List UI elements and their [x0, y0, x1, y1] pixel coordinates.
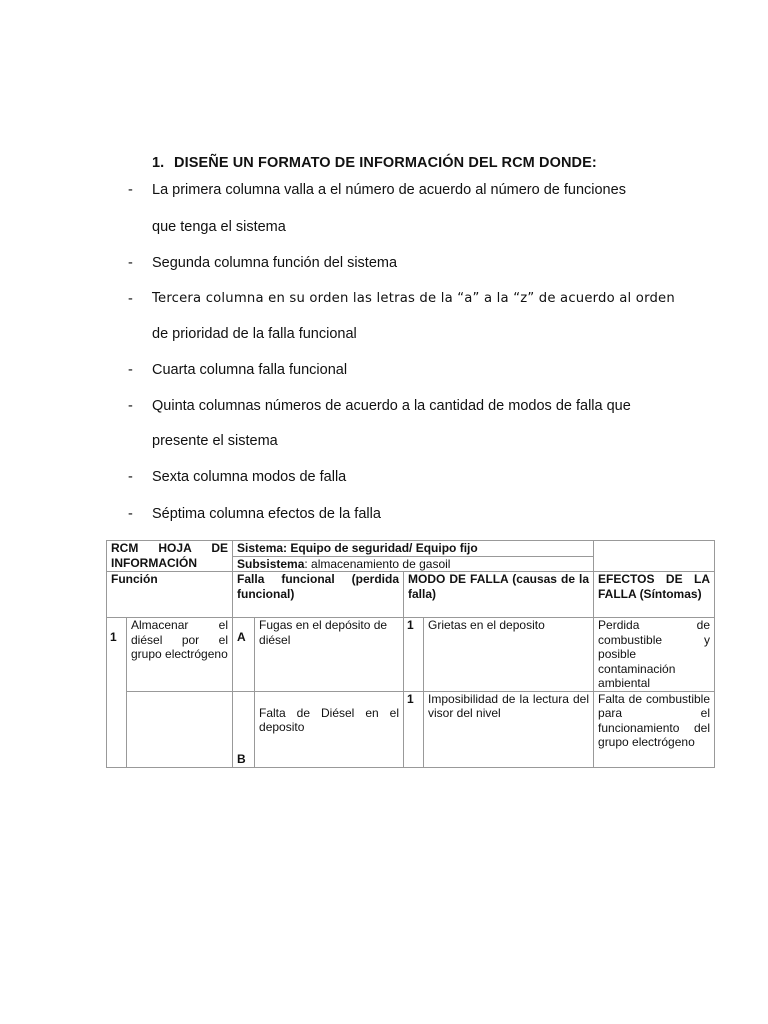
system-label: Sistema: Equipo de seguridad/ Equipo fijo [233, 541, 594, 557]
column-header-functional-failure: Falla funcional (perdida funcional) [233, 572, 404, 618]
section-heading [152, 155, 597, 171]
heading-number: 1. [152, 155, 165, 171]
list-item-text: Tercera columna en su orden las letras de la “a” a la “z” de acuerdo al orden [152, 291, 675, 306]
function-number: 1 [107, 618, 127, 768]
failure-mode: Imposibilidad de la lectura del visor del nivel [424, 691, 594, 767]
column-header-function: Función [107, 572, 233, 618]
list-item-text: Segunda columna función del sistema [152, 255, 398, 271]
function-empty-cell [127, 691, 233, 767]
failure-mode-number: 1 [404, 618, 424, 692]
rcm-information-table [106, 540, 715, 768]
failure-letter-b-cell [233, 691, 255, 767]
function-description: Almacenar el diésel por el grupo electrógeno [127, 618, 233, 692]
failure-letter-b: B [237, 752, 246, 766]
list-item-text: La primera columna valla a el número de acuerdo al número de funciones [152, 182, 626, 198]
functional-failure-b: Falta de Diésel en el deposito [255, 691, 404, 767]
header-empty-cell [594, 541, 715, 572]
list-item-text: de prioridad de la falla funcional [152, 326, 357, 342]
failure-mode: Grietas en el deposito [424, 618, 594, 692]
failure-effect: Perdida de combustible y posible contaminación ambiental [594, 618, 715, 692]
list-item-text: presente el sistema [152, 433, 278, 449]
failure-mode-number: 1 [404, 691, 424, 767]
list-item-text: Séptima columna efectos de la falla [152, 506, 381, 522]
list-item-text: Sexta columna modos de falla [152, 469, 347, 485]
failure-effect: Falta de combustible para el funcionamiento del grupo electrógeno [594, 691, 715, 767]
column-header-failure-mode: MODO DE FALLA (causas de la falla) [404, 572, 594, 618]
heading-text: DISEÑE UN FORMATO DE INFORMACIÓN DEL RCM DONDE: [174, 155, 597, 171]
functional-failure-a: Fugas en el depósito de diésel [255, 618, 404, 692]
subsystem-label: Subsistema: almacenamiento de gasoil [233, 556, 594, 572]
rcm-sheet-title: RCM HOJA DE INFORMACIÓN [107, 541, 233, 572]
failure-letter-a: A [233, 618, 255, 692]
list-item-text: que tenga el sistema [152, 219, 286, 235]
column-header-failure-effects: EFECTOS DE LA FALLA (Síntomas) [594, 572, 715, 618]
list-item-text: Quinta columnas números de acuerdo a la cantidad de modos de falla que [152, 398, 631, 414]
list-item-text: Cuarta columna falla funcional [152, 362, 348, 378]
